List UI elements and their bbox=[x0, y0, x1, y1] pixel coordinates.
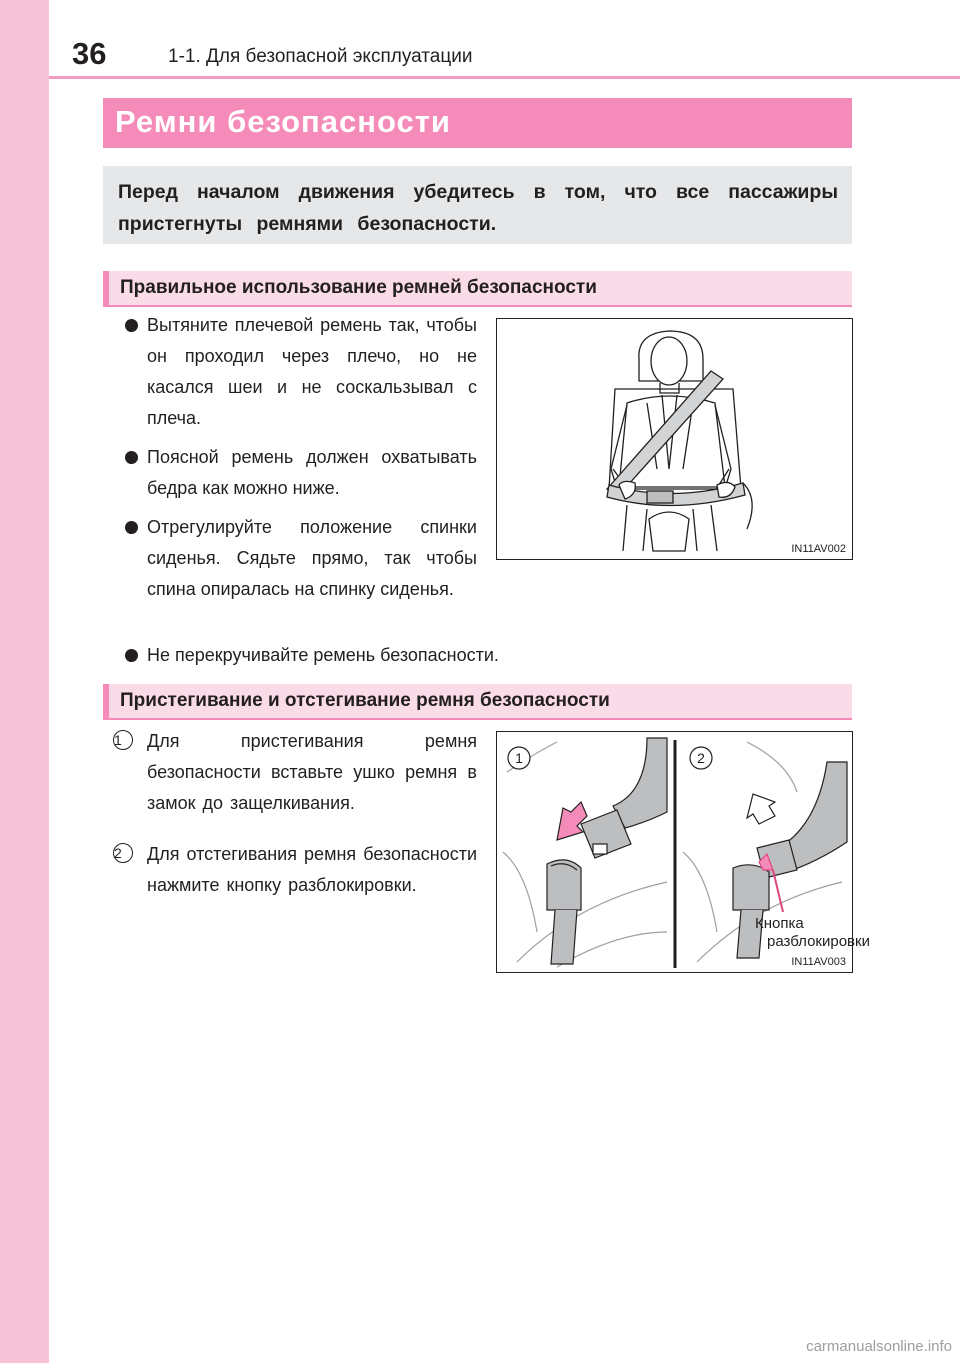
step-text: Для пристегивания ремня безопасности вставьте ушко ремня в замок до защелкивания. bbox=[147, 731, 477, 813]
buckle-illustration bbox=[497, 732, 870, 972]
section-heading-usage-text: Правильное использование ремней безопасности bbox=[120, 277, 597, 298]
list-item: Вытяните плечевой ремень так, чтобы он проходил через плечо, но не касался шеи и не соскальзывал с плеча. bbox=[124, 310, 477, 434]
fastening-steps bbox=[110, 726, 477, 921]
usage-bullet-list bbox=[124, 310, 477, 613]
page-title: Ремни безопасности bbox=[115, 104, 451, 139]
header-rule bbox=[49, 76, 960, 79]
section-heading-usage bbox=[103, 271, 852, 307]
figure-seated-person bbox=[496, 318, 853, 560]
seated-person-illustration bbox=[497, 319, 852, 559]
step-text: Для отстегивания ремня безопасности нажмите кнопку разблокировки. bbox=[147, 844, 477, 895]
section-heading-fastening-text: Пристегивание и отстегивание ремня безопасности bbox=[120, 690, 610, 711]
title-bar bbox=[103, 98, 852, 148]
panel2-number: 2 bbox=[697, 750, 705, 766]
release-button-label-line1: Кнопка bbox=[755, 915, 804, 932]
page-number: 36 bbox=[72, 36, 107, 71]
step-item bbox=[110, 726, 477, 819]
release-button-label-line2: разблокировки bbox=[767, 933, 870, 950]
step-number: 1 bbox=[113, 730, 133, 750]
section-heading-fastening bbox=[103, 684, 852, 720]
side-color-strip bbox=[0, 0, 49, 1363]
step-item bbox=[110, 839, 477, 901]
list-item: Не перекручивайте ремень безопасности. bbox=[124, 640, 499, 671]
figure-code: IN11AV003 bbox=[791, 956, 846, 968]
running-head: 1-1. Для безопасной эксплуатации bbox=[168, 46, 473, 67]
panel1-number: 1 bbox=[515, 750, 523, 766]
intro-box bbox=[103, 166, 852, 244]
list-item: Отрегулируйте положение спинки сиденья. Сядьте прямо, так чтобы спина опиралась на спинку сиденья. bbox=[124, 512, 477, 605]
figure-buckle bbox=[496, 731, 870, 973]
watermark: carmanualsonline.info bbox=[806, 1338, 952, 1355]
list-item: Поясной ремень должен охватывать бедра как можно ниже. bbox=[124, 442, 477, 504]
figure-code: IN11AV002 bbox=[791, 543, 846, 555]
step-number: 2 bbox=[113, 843, 133, 863]
intro-text: Перед началом движения убедитесь в том, что все пассажиры пристегнуты ремнями безопасности. bbox=[118, 181, 838, 235]
